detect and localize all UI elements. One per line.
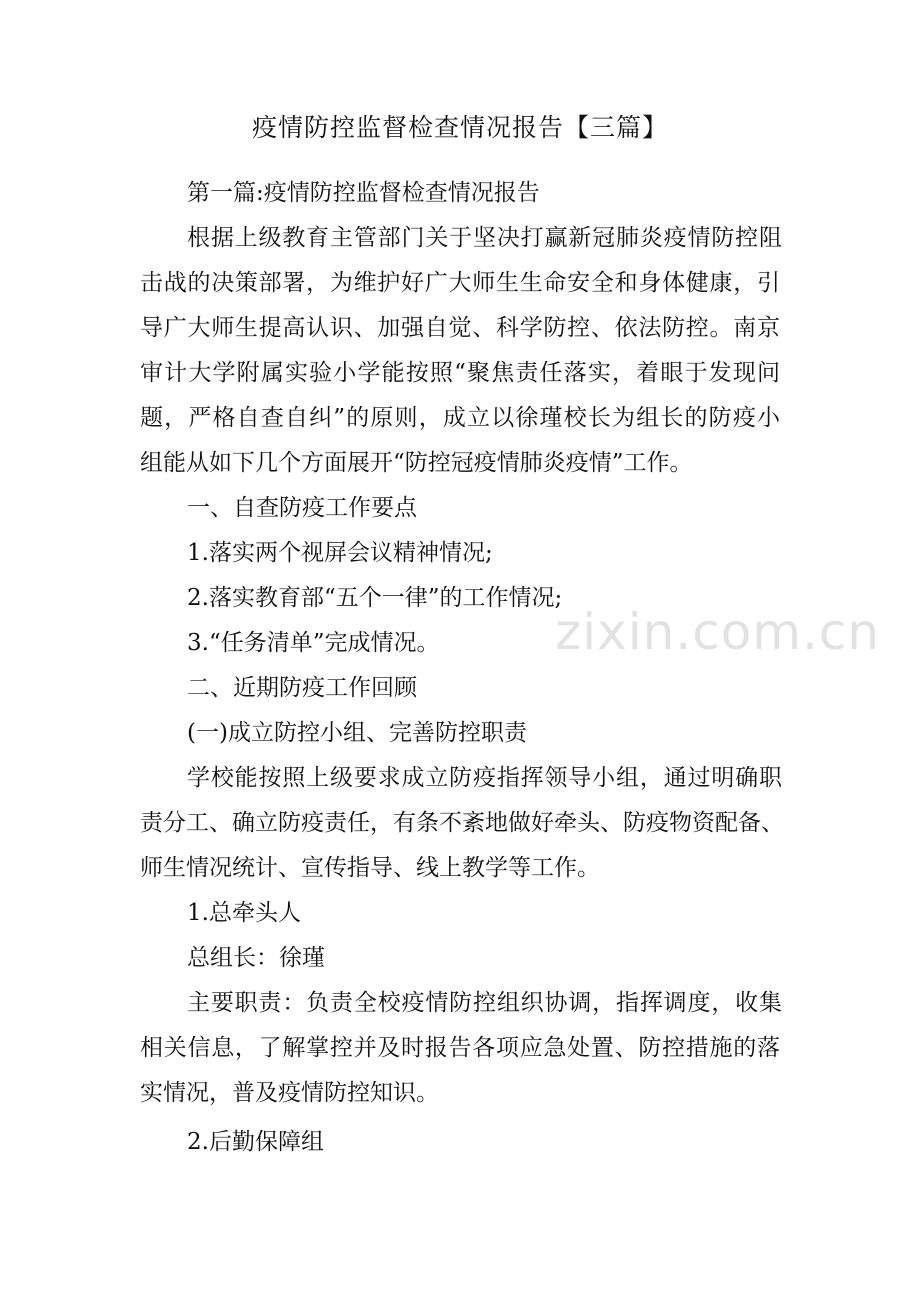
paragraph-line: 导广大师生提高认识、加强自觉、科学防控、依法防控。南京 (140, 315, 780, 341)
paragraph-line: 根据上级教育主管部门关于坚决打赢新冠肺炎疫情防控阻 (187, 225, 782, 251)
paragraph-line: 相关信息，了解掌控并及时报告各项应急处置、防控措施的落 (140, 1035, 780, 1061)
list-item: 3.“任务清单”完成情况。 (187, 630, 440, 656)
list-item: 2.后勤保障组 (187, 1129, 324, 1155)
paragraph-line: 实情况，普及疫情防控知识。 (140, 1080, 439, 1106)
list-item: 1.总牵头人 (187, 900, 301, 926)
list-item: 2.落实教育部“五个一律”的工作情况; (187, 585, 563, 611)
paragraph-line: 组能从如下几个方面展开“防控冠疫情肺炎疫情”工作。 (140, 450, 693, 476)
paragraph-line: 主要职责：负责全校疫情防控组织协调，指挥调度，收集 (187, 990, 782, 1016)
paragraph-line: 题，严格自查自纠”的原则，成立以徐瑾校长为组长的防疫小 (140, 405, 780, 431)
paragraph-line: 总组长：徐瑾 (187, 945, 325, 971)
paragraph-line: 审计大学附属实验小学能按照“聚焦责任落实，着眼于发现问 (140, 360, 780, 386)
watermark: zixin.com.cn (555, 603, 881, 661)
paragraph-line: 责分工、确立防疫责任，有条不紊地做好牵头、防疫物资配备、 (140, 810, 784, 836)
paragraph-line: 击战的决策部署，为维护好广大师生生命安全和身体健康，引 (140, 270, 780, 296)
list-item: 1.落实两个视屏会议精神情况; (187, 540, 493, 566)
section-heading: 第一篇:疫情防控监督检查情况报告 (187, 180, 540, 206)
list-heading: 二、近期防疫工作回顾 (187, 675, 417, 701)
document-title: 疫情防控监督检查情况报告【三篇】 (251, 113, 668, 142)
list-heading: 一、自查防疫工作要点 (187, 495, 417, 521)
subsection-heading: (一)成立防控小组、完善防控职责 (187, 720, 527, 746)
paragraph-line: 学校能按照上级要求成立防疫指挥领导小组，通过明确职 (187, 765, 782, 791)
paragraph-line: 师生情况统计、宣传指导、线上教学等工作。 (140, 855, 600, 881)
